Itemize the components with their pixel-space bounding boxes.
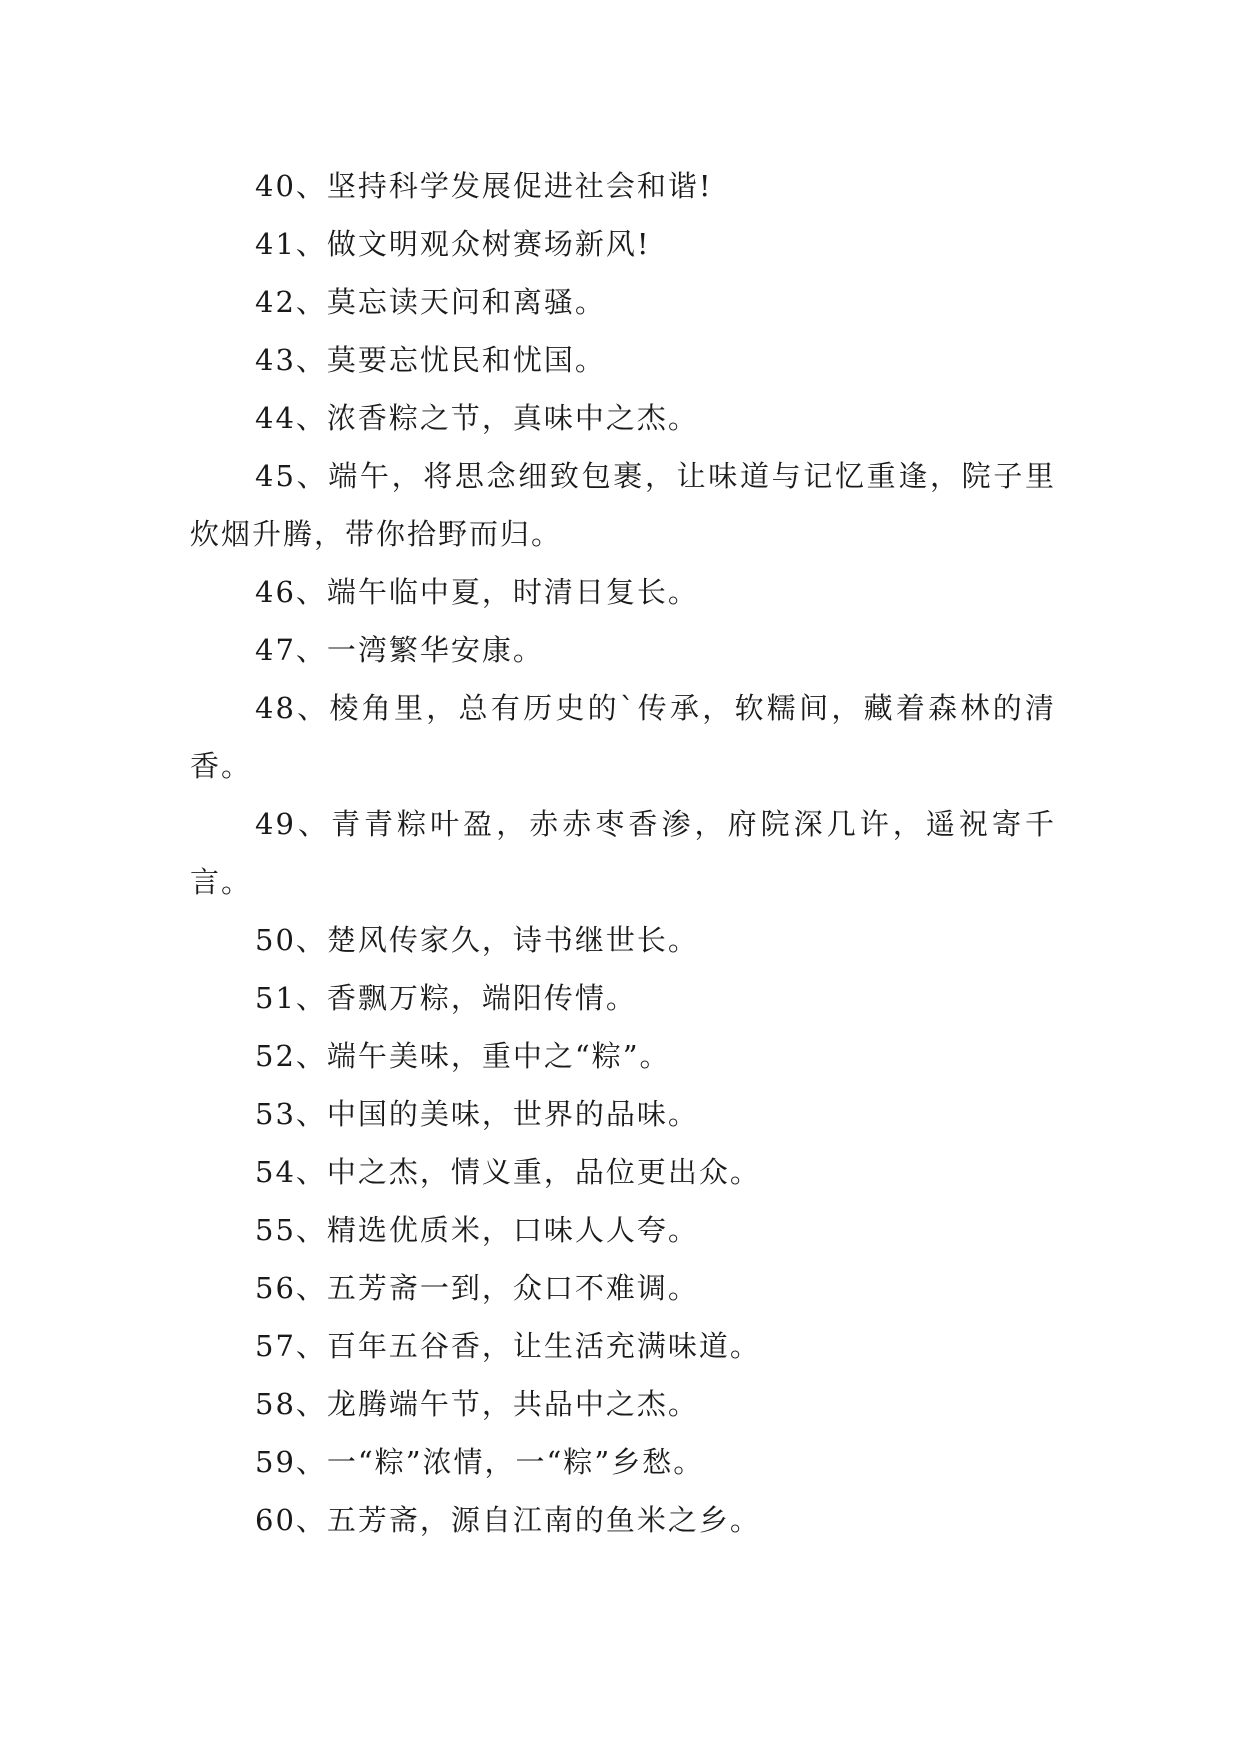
list-item: 50、楚风传家久，诗书继世长。 bbox=[255, 923, 699, 957]
list-item: 59、一“粽”浓情，一“粽”乡愁。 bbox=[255, 1445, 705, 1479]
list-item: 60、五芳斋，源自江南的鱼米之乡。 bbox=[255, 1503, 761, 1537]
list-item: 53、中国的美味，世界的品味。 bbox=[255, 1097, 699, 1131]
list-item: 49、青青粽叶盈，赤赤枣香渗，府院深几许，遥祝寄千言。 bbox=[190, 807, 1056, 899]
list-item: 56、五芳斋一到，众口不难调。 bbox=[255, 1271, 699, 1305]
list-item: 55、精选优质米，口味人人夸。 bbox=[255, 1213, 699, 1247]
list-item: 42、莫忘读天问和离骚。 bbox=[255, 285, 606, 319]
list-item: 52、端午美味，重中之“粽”。 bbox=[255, 1039, 671, 1073]
list-item: 51、香飘万粽，端阳传情。 bbox=[255, 981, 637, 1015]
list-item: 43、莫要忘忧民和忧国。 bbox=[255, 343, 606, 377]
list-item: 48、棱角里，总有历史的`传承，软糯间，藏着森林的清香。 bbox=[190, 691, 1056, 783]
list-item: 58、龙腾端午节，共品中之杰。 bbox=[255, 1387, 699, 1421]
list-item: 45、端午，将思念细致包裹，让味道与记忆重逢，院子里炊烟升腾，带你拾野而归。 bbox=[190, 459, 1056, 551]
list-item: 54、中之杰，情义重，品位更出众。 bbox=[255, 1155, 761, 1189]
list-item: 46、端午临中夏，时清日复长。 bbox=[255, 575, 699, 609]
list-item: 44、浓香粽之节，真味中之杰。 bbox=[255, 401, 699, 435]
list-item: 47、一湾繁华安康。 bbox=[255, 633, 544, 667]
list-item: 40、坚持科学发展促进社会和谐! bbox=[255, 169, 713, 203]
list-item: 57、百年五谷香，让生活充满味道。 bbox=[255, 1329, 761, 1363]
slogan-list bbox=[190, 157, 1056, 1549]
list-item: 41、做文明观众树赛场新风! bbox=[255, 227, 651, 261]
